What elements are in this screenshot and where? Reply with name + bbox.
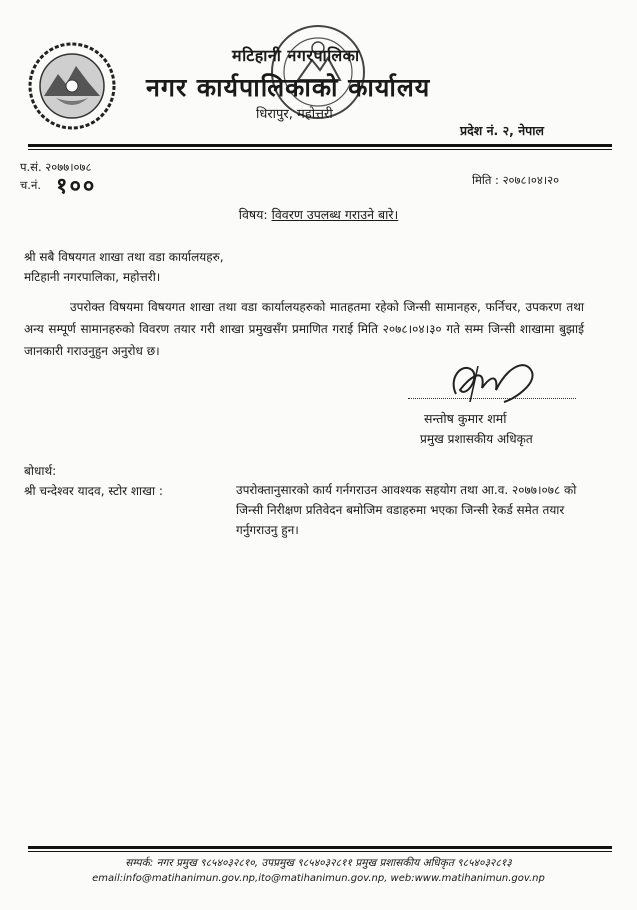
- addressee-line-1: श्री सबै विषयगत शाखा तथा वडा कार्यालयहरु,: [24, 250, 224, 264]
- municipality-name: मटिहानी नगरपालिका: [232, 46, 360, 65]
- footer-rule-thick: [28, 846, 612, 849]
- footer-contact: सम्पर्क: नगर प्रमुख ९८५४०३२८१०, उपप्रमुख ९८५४०३२८११ प्रमुख प्रशासकीय अधिकृत ९८५४०३२८१३: [125, 857, 512, 869]
- header-rule-thick: [28, 144, 612, 147]
- subject-label: विषय:: [238, 207, 268, 222]
- reference-number: प.सं. २०७७।०७८: [20, 160, 92, 174]
- letter-date: मिति : २०७८।०४।२०: [472, 173, 560, 187]
- office-name: नगर कार्यपालिकाको कार्यालय: [146, 73, 431, 102]
- signatory-name: सन्तोष कुमार शर्मा: [424, 411, 507, 426]
- office-location: धिरापुर, महोत्तरी: [256, 107, 333, 122]
- header-rule-thin: [28, 149, 612, 150]
- subject-text: विवरण उपलब्ध गराउने बारे।: [271, 207, 399, 222]
- dispatch-label: च.नं.: [20, 178, 41, 192]
- province-label: प्रदेश नं. २, नेपाल: [460, 123, 544, 138]
- signatory-title: प्रमुख प्रशासकीय अधिकृत: [420, 432, 533, 446]
- cc-recipient: श्री चन्देश्वर यादव, स्टोर शाखा :: [24, 484, 163, 498]
- cc-instruction: उपरोक्तानुसारको कार्य गर्नगराउन आवश्यक सहयोग तथा आ.व. २०७७।०७८ को जिन्सी निरीक्षण प्रतिवेदन बमोजिम वडाहरुमा भएका जिन्सी रेकर्ड समेत तयार गर्नुगराउनु हुन।: [236, 483, 577, 537]
- nepal-emblem-icon: [26, 40, 118, 132]
- letter-body: उपरोक्त विषयमा विषयगत शाखा तथा वडा कार्यालयहरुको मातहतमा रहेको जिन्सी सामानहरु, फर्निचर, उपकरण तथा अन्य सम्पूर्ण सामानहरुको विवरण तयार गरी शाखा प्रमुखसँग प्रमाणित गराई मिति २०७८।०४।३० गते सम्म जिन्सी शाखामा बुझाई जानकारी गराउनुहुन अनुरोध छ।: [24, 300, 584, 358]
- addressee-line-2: मटिहानी नगरपालिका, महोत्तरी।: [24, 270, 161, 284]
- signature-dotted-line: [408, 398, 576, 399]
- footer-emails: email:info@matihanimun.gov.np,ito@matihanimun.gov.np, web:www.matihanimun.gov.np: [92, 873, 545, 884]
- cc-heading: बोधार्थ:: [24, 464, 57, 478]
- footer-rule-thin: [28, 851, 612, 852]
- handwritten-signature: [442, 354, 552, 410]
- subject-line: [0, 206, 637, 223]
- dispatch-number: १००: [56, 173, 97, 199]
